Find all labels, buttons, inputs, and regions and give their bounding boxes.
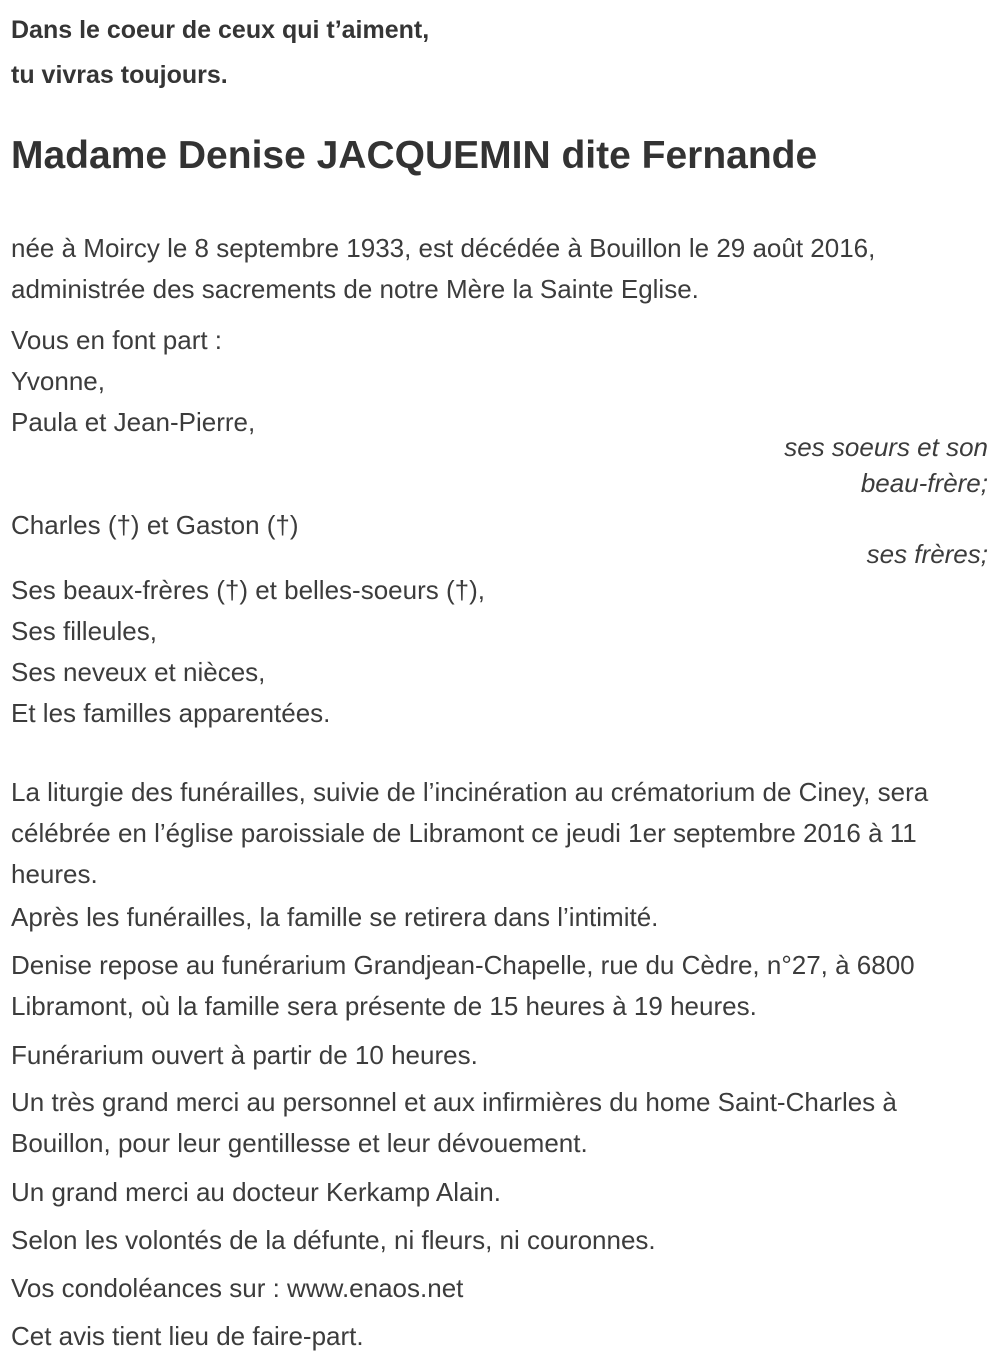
thanks-home-paragraph: Un très grand merci au personnel et aux infirmières du home Saint-Charles à Bouillon, pour leur gentillesse et leur dévouement. (11, 1087, 897, 1158)
mourner-yvonne: Yvonne, (11, 366, 105, 396)
mourner-charles-gaston: Charles (†) et Gaston (†) (11, 510, 299, 540)
liturgy-paragraph: La liturgie des funérailles, suivie de l’incinération au crématorium de Ciney, sera célébrée en l’église paroissiale de Libramont ce jeudi 1er septembre 2016 à 11 heures. (11, 777, 929, 889)
wishes-line: Selon les volontés de la défunte, ni fleurs, ni couronnes. (11, 1225, 656, 1255)
mourner-goddaughters: Ses filleules, (11, 616, 157, 646)
notice-line: Cet avis tient lieu de faire-part. (11, 1321, 364, 1351)
relation-sisters-line-2: beau-frère; (860, 468, 988, 498)
mourner-in-laws: Ses beaux-frères (†) et belles-soeurs (†), (11, 575, 485, 605)
mourner-nephews-nieces: Ses neveux et nièces, (11, 657, 266, 687)
announcement-label: Vous en font part : (11, 325, 223, 355)
after-funeral-paragraph: Après les funérailles, la famille se retirera dans l’intimité. (11, 902, 659, 932)
intro-paragraph: née à Moircy le 8 septembre 1933, est décédée à Bouillon le 29 août 2016, administrée des sacrements de notre Mère la Sainte Eglise. (11, 233, 876, 304)
thanks-doctor-line: Un grand merci au docteur Kerkamp Alain. (11, 1177, 501, 1207)
condolences-line: Vos condoléances sur : www.enaos.net (11, 1273, 464, 1303)
mourner-paula-jean-pierre: Paula et Jean-Pierre, (11, 407, 256, 437)
relation-brothers: ses frères; (866, 539, 988, 569)
mourner-related-families: Et les familles apparentées. (11, 698, 331, 728)
funerarium-hours-line: Funérarium ouvert à partir de 10 heures. (11, 1040, 478, 1070)
epigraph-line-2: tu vivras toujours. (11, 61, 228, 89)
epigraph-line-1: Dans le coeur de ceux qui t’aiment, (11, 16, 430, 44)
deceased-name-title: Madame Denise JACQUEMIN dite Fernande (11, 134, 818, 177)
relation-sisters-line-1: ses soeurs et son (784, 432, 988, 462)
repose-paragraph: Denise repose au funérarium Grandjean-Chapelle, rue du Cèdre, n°27, à 6800 Libramont, où la famille sera présente de 15 heures à 19 heures. (11, 950, 915, 1021)
